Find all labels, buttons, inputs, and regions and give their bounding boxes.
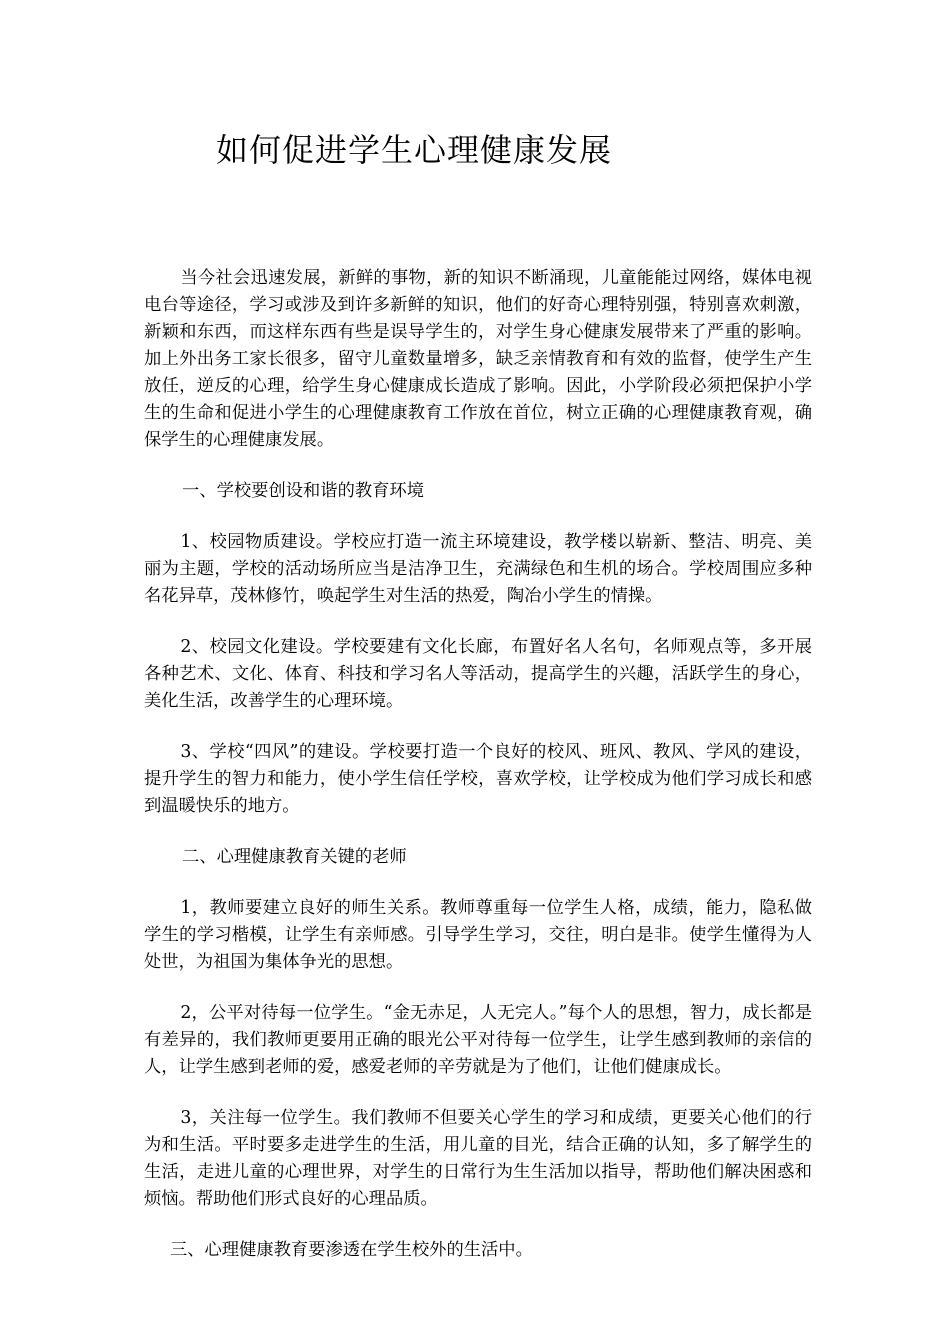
section-heading-1: 一、学校要创设和谐的教育环境: [182, 481, 424, 501]
section2-item-2: 2，公平对待每一位学生。“金无赤足，人无完人。”每个人的思想，智力，成长都是有差异的，我们教师更要用正确的眼光公平对待每一位学生，让学生感到教师的亲信的人，让学生感到老师的爱，感爱老师的辛劳就是为了他们，让他们健康成长。: [144, 1003, 812, 1077]
section2-item-3: 3，关注每一位学生。我们教师不但要关心学生的学习和成绩，更要关心他们的行为和生活。平时要多走进学生的生活，用儿童的目光，结合正确的认知，多了解学生的生活，走进儿童的心理世界，对学生的日常行为生生活加以指导，帮助他们解决困惑和烦恼。帮助他们形式良好的心理品质。: [144, 1108, 812, 1209]
section-heading-2: 二、心理健康教育关键的老师: [182, 847, 407, 867]
section2-item-1: 1，教师要建立良好的师生关系。教师尊重每一位学生人格，成绩，能力，隐私做学生的学习楷模，让学生有亲师感。引导学生学习，交往，明白是非。使学生懂得为人处世，为祖国为集体争光的思想。: [144, 898, 812, 972]
section-heading-3: 三、心理健康教育要渗透在学生校外的生活中。: [169, 1240, 533, 1260]
intro-paragraph: 当今社会迅速发展，新鲜的事物，新的知识不断涌现，儿童能能过网络，媒体电视电台等途径，学习或涉及到许多新鲜的知识，他们的好奇心理特别强，特别喜欢刺激，新颖和东西，而这样东西有些是误导学生的，对学生身心健康发展带来了严重的影响。加上外出务工家长很多，留守儿童数量增多，缺乏亲情教育和有效的监督，使学生产生放任，逆反的心理，给学生身心健康成长造成了影响。因此，小学阶段必须把保护小学生的生命和促进小学生的心理健康教育工作放在首位，树立正确的心理健康教育观，确保学生的心理健康发展。: [144, 268, 812, 450]
document-title: 如何促进学生心理健康发展: [216, 131, 613, 169]
document-body: [144, 265, 812, 1288]
section1-item-2: 2、校园文化建设。学校要建有文化长廊，布置好名人名句，名师观点等，多开展各种艺术、文化、体育、科技和学习名人等活动，提高学生的兴趣，活跃学生的身心，美化生活，改善学生的心理环境。: [144, 637, 812, 711]
section1-item-3: 3、学校“四风”的建设。学校要打造一个良好的校风、班风、教风、学风的建设，提升学生的智力和能力，使小学生信任学校，喜欢学校，让学校成为他们学习成长和感到温暖快乐的地方。: [144, 742, 812, 816]
section1-item-1: 1、校园物质建设。学校应打造一流主环境建设，教学楼以崭新、整洁、明亮、美丽为主题，学校的活动场所应当是洁净卫生，充满绿色和生机的场合。学校周围应多种名花异草，茂林修竹，唤起学生对生活的热爱，陶冶小学生的情操。: [144, 532, 812, 606]
